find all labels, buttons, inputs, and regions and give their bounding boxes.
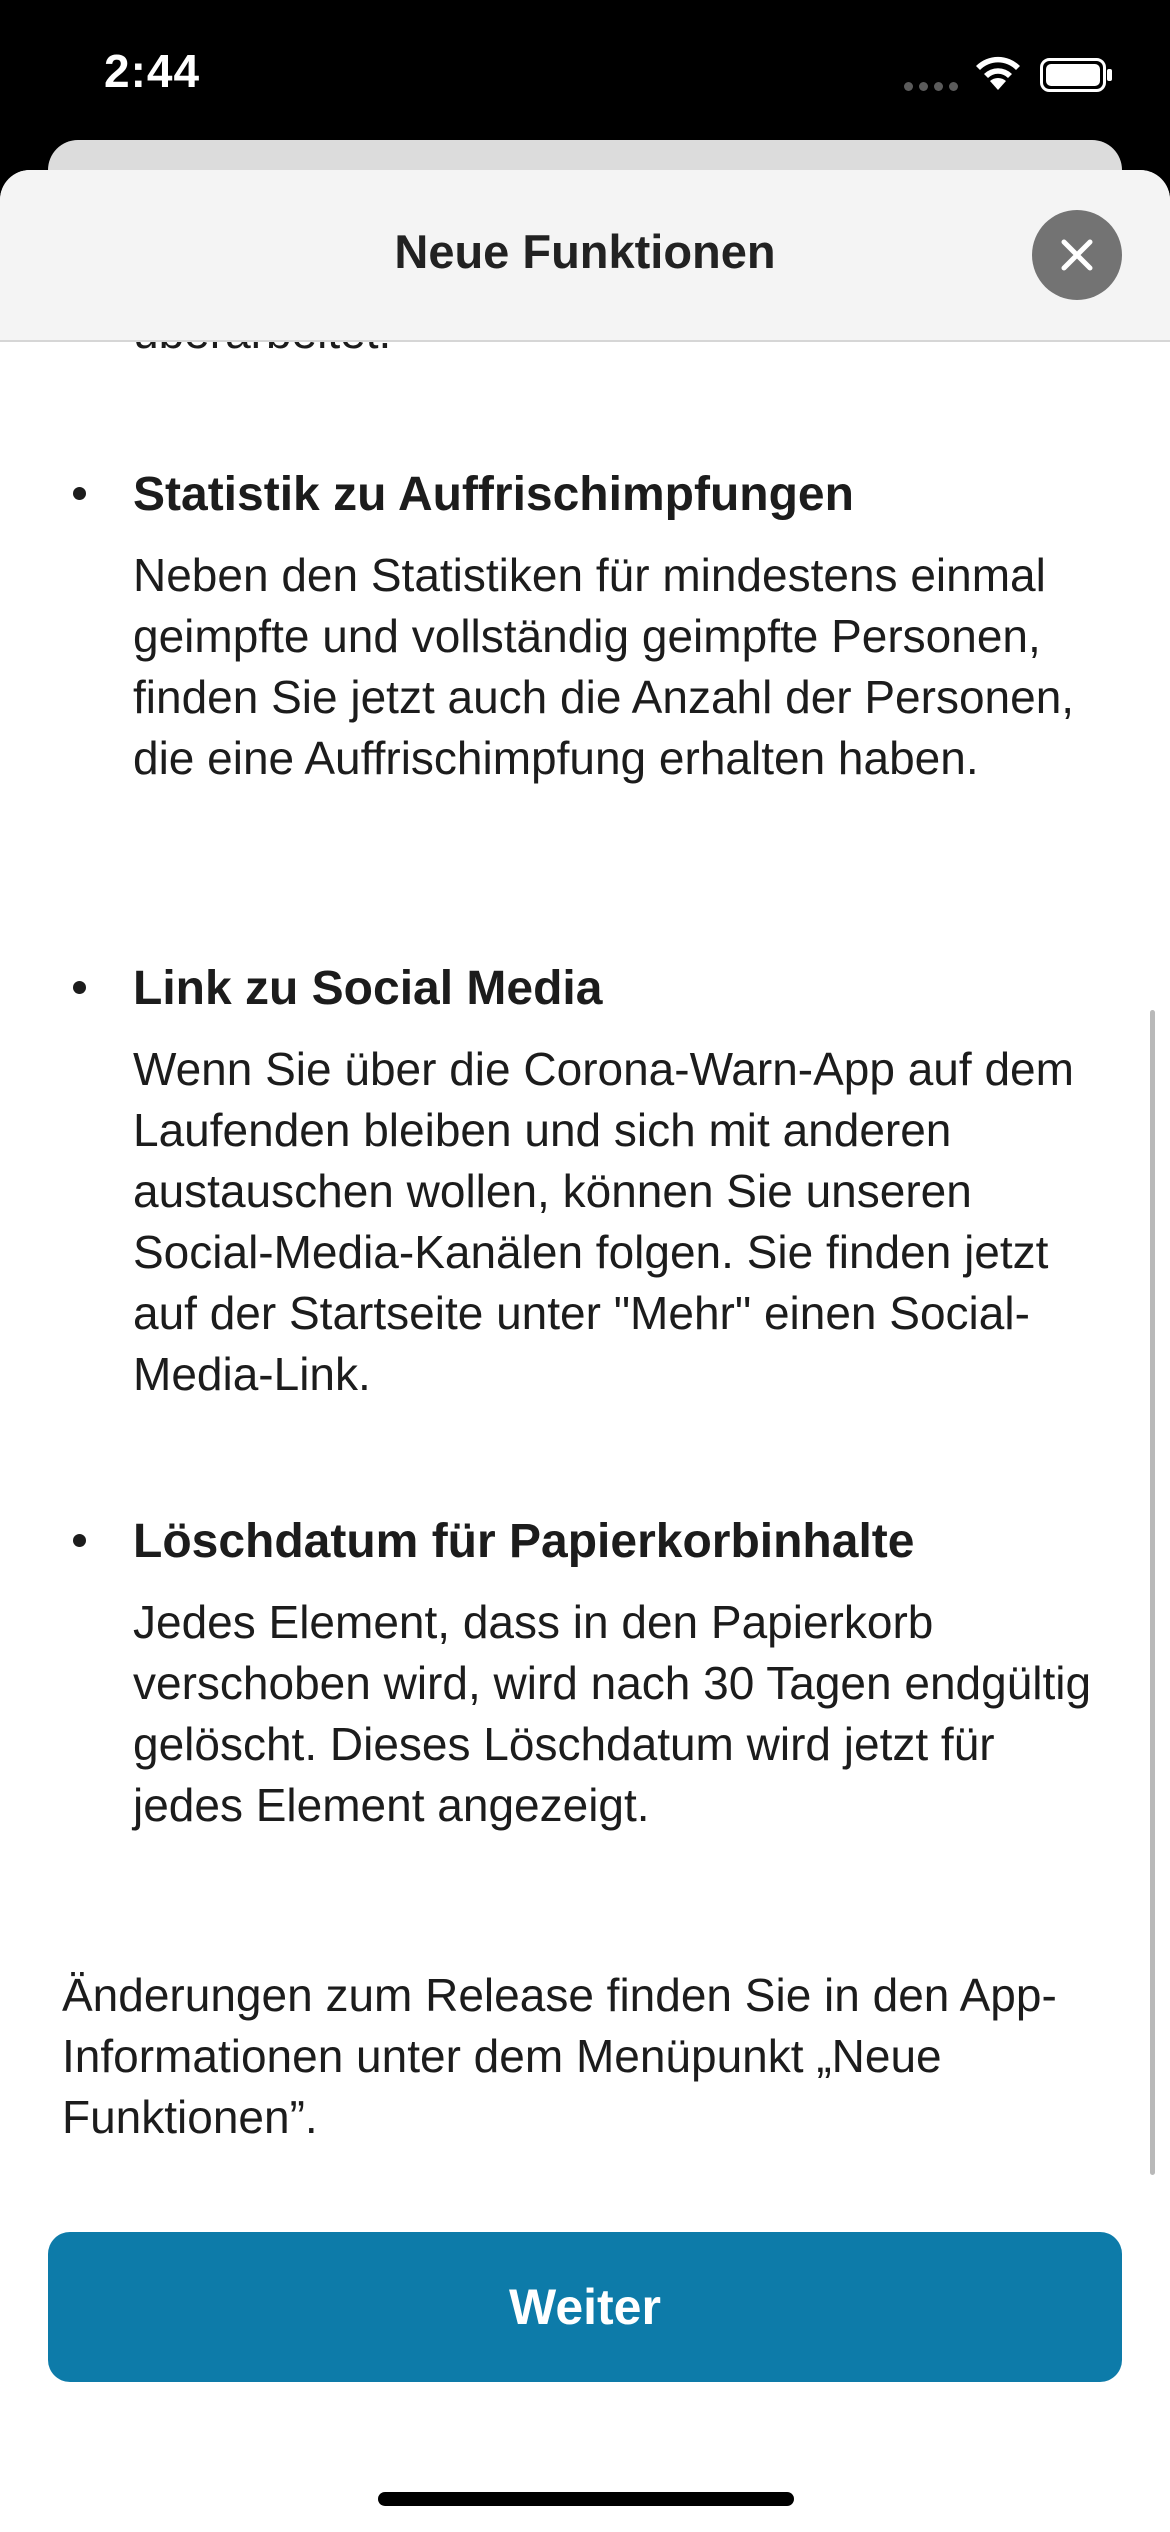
battery-icon (1040, 58, 1114, 92)
feature-item (133, 959, 1093, 1405)
feature-title: Link zu Social Media (133, 962, 603, 1015)
continue-button[interactable]: Weiter (48, 2232, 1122, 2382)
navigation-bar (0, 170, 1170, 342)
wifi-icon (972, 52, 1024, 92)
status-time: 2:44 (104, 45, 201, 97)
feature-description: Jedes Element, dass in den Papierkorb verschoben wird, wird nach 30 Tagen endgültig gelöscht. Dieses Löschdatum wird jetzt für jedes Element angezeigt. (133, 1596, 1092, 1831)
close-icon (1060, 238, 1094, 272)
bullet (73, 981, 86, 994)
cellular-signal-icon (904, 82, 958, 91)
feature-item (133, 465, 1093, 789)
feature-item (133, 1512, 1093, 1836)
page-title: Neue Funktionen (394, 225, 776, 278)
release-note-text: Änderungen zum Release finden Sie in den App-Informationen unter dem Menüpunkt „Neue Funktionen”. (62, 1969, 1057, 2143)
bullet (73, 487, 86, 500)
feature-description: Wenn Sie über die Corona-Warn-App auf dem Laufenden bleiben und sich mit anderen austauschen wollen, können Sie unseren Social-Media-Kanälen folgen. Sie finden jetzt auf der Startseite unter "Mehr" einen Social-Media-Link. (133, 1043, 1074, 1400)
scroll-content[interactable] (0, 170, 1170, 2532)
close-button[interactable] (1032, 210, 1122, 300)
scrollbar[interactable] (1150, 1010, 1155, 2175)
feature-title: Statistik zu Auffrischimpfungen (133, 468, 854, 521)
new-features-sheet (0, 170, 1170, 2532)
home-indicator[interactable] (378, 2492, 794, 2506)
feature-description: Neben den Statistiken für mindestens einmal geimpfte und vollständig geimpfte Personen, finden Sie jetzt auch die Anzahl der Personen, die eine Auffrischimpfung erhalten haben. (133, 549, 1075, 784)
status-bar (0, 0, 1170, 150)
bullet (73, 1534, 86, 1547)
feature-title: Löschdatum für Papierkorbinhalte (133, 1515, 915, 1568)
